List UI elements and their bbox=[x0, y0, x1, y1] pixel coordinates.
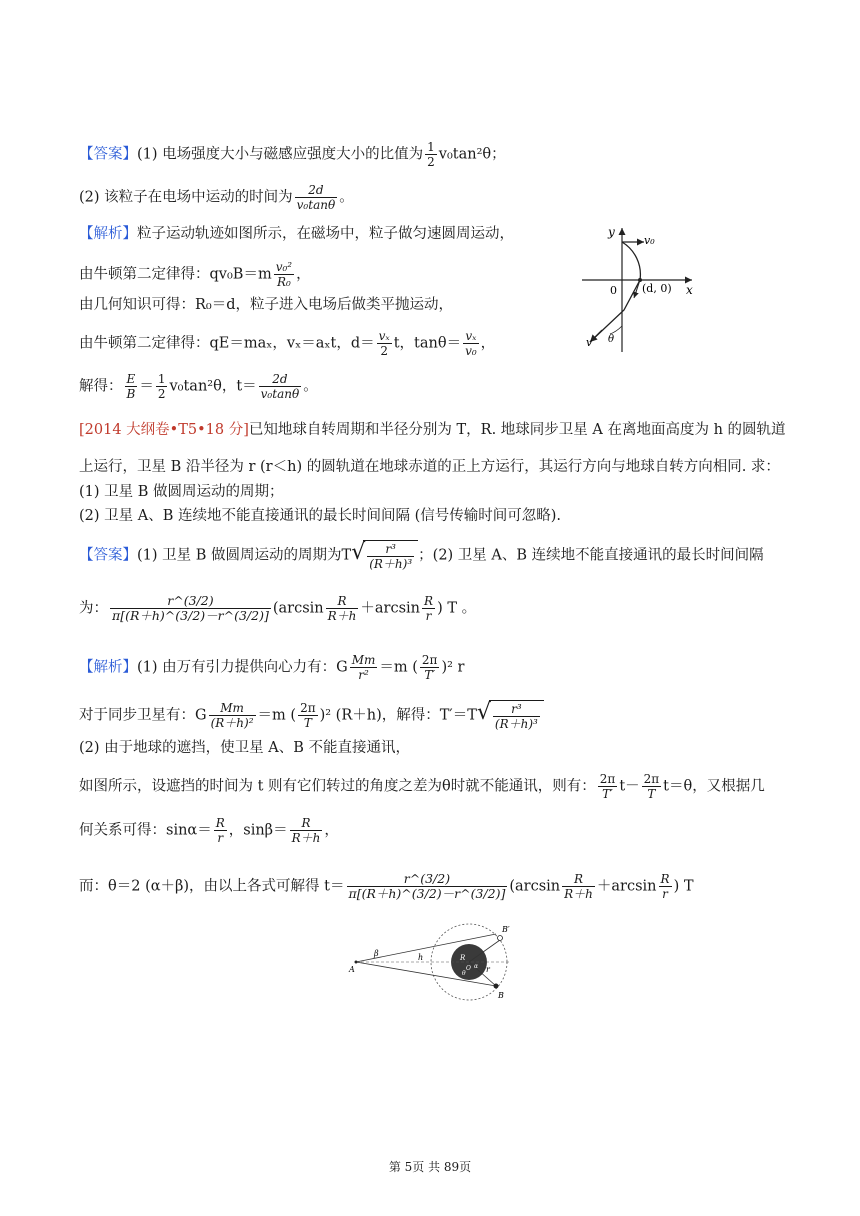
problem-text-1: 已知地球自转周期和半径分别为 T，R. 地球同步卫星 A 在离地面高度为 h 的圆轨道 bbox=[248, 422, 786, 438]
problem-line-3 bbox=[79, 482, 284, 502]
answer2-text-1: (1) 卫星 B 做圆周运动的周期为T bbox=[137, 547, 352, 564]
eq-mid: ＝m ( bbox=[379, 659, 418, 676]
fraction-mm-r2: $\frac{Mm}{\text{r²}}$ bbox=[351, 653, 376, 682]
fraction-v0sq-r0: $\frac{\text{v₀²}}{\text{R₀}}$ bbox=[275, 260, 293, 289]
point-label: (d, 0) bbox=[642, 282, 672, 295]
y-label: y bbox=[608, 225, 615, 239]
answer2-line-2 bbox=[79, 594, 476, 623]
angle-text: 如图所示，设遮挡的时间为 t 则有它们转过的角度之差为θ时就不能通讯，则有： bbox=[79, 778, 596, 795]
analysis2-line-5 bbox=[79, 816, 339, 845]
analysis-line-2 bbox=[79, 260, 311, 289]
result-end: ) T bbox=[673, 878, 694, 895]
fraction-2pi-tp-2: $\frac{2\pi}{T'}$ bbox=[599, 772, 616, 801]
analysis2-line-3 bbox=[79, 738, 410, 758]
analysis-line-4 bbox=[79, 329, 495, 358]
analysis-tag: 【解析】 bbox=[79, 226, 137, 242]
analysis2-line-4 bbox=[79, 772, 765, 801]
label-theta: θ bbox=[462, 970, 466, 977]
analysis2-line-1 bbox=[79, 653, 464, 682]
equals: ＝ bbox=[139, 378, 154, 395]
label-beta: β bbox=[374, 949, 379, 958]
solve-label: 解得： bbox=[79, 378, 123, 395]
fraction-vx-v0: $\frac{\text{vₓ}}{\text{v₀}}$ bbox=[465, 329, 477, 358]
answer-1-text: (1) 电场强度大小与磁感应强度大小的比值为 bbox=[137, 146, 424, 163]
fraction-r-r-2: $\frac{R}{r}$ bbox=[215, 816, 225, 845]
fraction-r-r-3: $\frac{R}{r}$ bbox=[660, 872, 670, 901]
fraction-2pi-t: $\frac{2\pi}{T}$ bbox=[300, 701, 316, 730]
problem-line-1 bbox=[79, 420, 786, 440]
question-1: (1) 卫星 B 做圆周运动的周期； bbox=[79, 484, 284, 500]
question-2: (2) 卫星 A、B 连续地不能直接通讯的最长时间间隔 (信号传输时间可忽略). bbox=[79, 508, 562, 524]
tan-text: t，tanθ＝ bbox=[393, 335, 462, 352]
sin-beta: ，sinβ＝ bbox=[228, 822, 288, 839]
arcsin-4: ＋arcsin bbox=[596, 878, 657, 895]
angle-end: t＝θ，又根据几 bbox=[663, 778, 765, 795]
newton-law-1: 由牛顿第二定律得：qv₀B＝m bbox=[79, 266, 272, 283]
answer2-end: ) T 。 bbox=[437, 600, 477, 617]
eq-end: )² r bbox=[441, 659, 465, 676]
analysis-line-1 bbox=[79, 224, 514, 244]
analysis-line-5 bbox=[79, 372, 318, 401]
fraction-2pi-tp: $\frac{2\pi}{T'}$ bbox=[421, 653, 438, 682]
answer2-prefix: 为： bbox=[79, 600, 108, 617]
punct: ， bbox=[480, 335, 496, 352]
answer-2-fraction: $\frac{2d}{\text{v₀tanθ}}$ bbox=[296, 183, 336, 212]
sat-b bbox=[494, 984, 499, 989]
punct: 。 bbox=[303, 378, 318, 395]
minus: t－ bbox=[619, 778, 640, 795]
v0-label: v₀ bbox=[644, 234, 655, 247]
sat-bp bbox=[498, 936, 503, 941]
punct: ， bbox=[296, 266, 311, 283]
fraction-half: $\frac{1}{2}$ bbox=[427, 140, 435, 169]
blocking-text: (2) 由于地球的遮挡，使卫星 A、B 不能直接通讯， bbox=[79, 740, 410, 756]
sqrt-tp: √ $\frac{\text{r³}}{\text{(R＋h)³}}$ bbox=[477, 700, 544, 731]
fraction-2d: $\frac{2d}{\text{v₀tanθ}}$ bbox=[260, 372, 300, 401]
label-bp: B′ bbox=[502, 925, 510, 934]
label-b: B bbox=[498, 991, 504, 1000]
sqrt-period: √ $\frac{\text{r³}}{\text{(R＋h)³}}$ bbox=[351, 540, 418, 571]
analysis-text-1: 粒子运动轨迹如图所示，在磁场中，粒子做匀速圆周运动， bbox=[137, 226, 514, 242]
label-o: O bbox=[466, 965, 471, 972]
fraction-e-b: $\frac{E}{B}$ bbox=[126, 372, 136, 401]
label-r-cap: R bbox=[460, 954, 466, 962]
arcsin-3: (arcsin bbox=[509, 878, 561, 895]
answer2-line-1 bbox=[79, 540, 764, 571]
problem-line-2 bbox=[79, 457, 780, 477]
theta-label: θ bbox=[608, 334, 615, 345]
fraction-r-r: $\frac{R}{r}$ bbox=[424, 594, 434, 623]
fraction-r-rh-2: $\frac{R}{R+h}$ bbox=[291, 816, 321, 845]
newton-law-2: 由牛顿第二定律得：qE＝maₓ，vₓ＝aₓt，d＝ bbox=[79, 335, 375, 352]
answer-2-end: 。 bbox=[339, 189, 354, 206]
answer-1-tail: v₀tan²θ； bbox=[438, 146, 506, 163]
answer-line-1 bbox=[79, 140, 506, 169]
fraction-r-rh: $\frac{R}{R+h}$ bbox=[327, 594, 357, 623]
problem-line-4 bbox=[79, 506, 561, 526]
fraction-time-2: $\frac{r\^{}(3/2)}{\pi[(R+h)\^{}(3/2)-r\^{}(3/2)]}$ bbox=[348, 871, 506, 901]
fraction-1-2: $\frac{1}{2}$ bbox=[157, 372, 166, 401]
page-footer: 第 5页 共 89页 bbox=[388, 1160, 472, 1174]
theta-relation: 而：θ＝2 (α＋β)，由以上各式可解得 t＝ bbox=[79, 878, 345, 895]
v-label: v bbox=[586, 336, 593, 349]
eq-mid-2: ＝m ( bbox=[257, 707, 297, 724]
analysis-tag-2: 【解析】 bbox=[79, 659, 137, 676]
answer2-text-2: ；(2) 卫星 A、B 连续地不能直接通讯的最长时间间隔 bbox=[418, 547, 764, 564]
sat-a bbox=[355, 961, 358, 964]
fraction-time: $\frac{r\^{}(3/2)}{\pi[(R+h)\^{}(3/2)-r\^{}(3/2)]}$ bbox=[112, 593, 269, 623]
fraction-mm-rh2: $\frac{Mm}{\text{(R＋h)²}}$ bbox=[210, 701, 254, 730]
arcsin-1: (arcsin bbox=[272, 600, 324, 617]
origin-label: 0 bbox=[610, 284, 617, 297]
analysis-line-3 bbox=[79, 295, 453, 315]
solve-mid: v₀tan²θ，t＝ bbox=[169, 378, 257, 395]
punct: ， bbox=[324, 822, 339, 839]
solve-tp: )² (R＋h)，解得：T′＝T bbox=[319, 707, 477, 724]
satellite-figure bbox=[344, 920, 524, 1008]
answer-tag: 【答案】 bbox=[79, 146, 137, 163]
analysis2-line-6 bbox=[79, 872, 694, 901]
fraction-r-rh-3: $\frac{R}{R+h}$ bbox=[564, 872, 593, 901]
problem-source: [2014 大纲卷•T5•18 分] bbox=[79, 422, 249, 438]
label-a: A bbox=[349, 965, 355, 974]
problem-text-2: 上运行，卫星 B 沿半径为 r (r＜h) 的圆轨道在地球赤道的正上方运行，其运行方向与地球自转方向相同. 求： bbox=[79, 459, 780, 475]
answer-tag-2: 【答案】 bbox=[79, 547, 137, 564]
theta-arc bbox=[610, 326, 622, 334]
analysis2-line-2 bbox=[79, 700, 544, 731]
answer-line-2 bbox=[79, 183, 354, 212]
sin-alpha: 何关系可得：sinα＝ bbox=[79, 822, 212, 839]
geometry-text: 由几何知识可得：R₀＝d，粒子进入电场后做类平抛运动， bbox=[79, 297, 454, 313]
fraction-2pi-t-2: $\frac{2\pi}{T}$ bbox=[643, 772, 660, 801]
answer-2-text: (2) 该粒子在电场中运动的时间为 bbox=[79, 189, 293, 206]
gravity-law: (1) 由万有引力提供向心力有：G bbox=[137, 659, 348, 676]
label-r: r bbox=[486, 965, 490, 974]
label-h: h bbox=[418, 953, 424, 962]
sync-sat: 对于同步卫星有：G bbox=[79, 707, 207, 724]
label-alpha: α bbox=[474, 963, 479, 970]
x-label: x bbox=[686, 283, 693, 297]
arcsin-2: ＋arcsin bbox=[360, 600, 421, 617]
trajectory-figure bbox=[582, 222, 712, 352]
fraction-vx-2: $\frac{\text{vₓ}}{2}$ bbox=[378, 329, 390, 358]
